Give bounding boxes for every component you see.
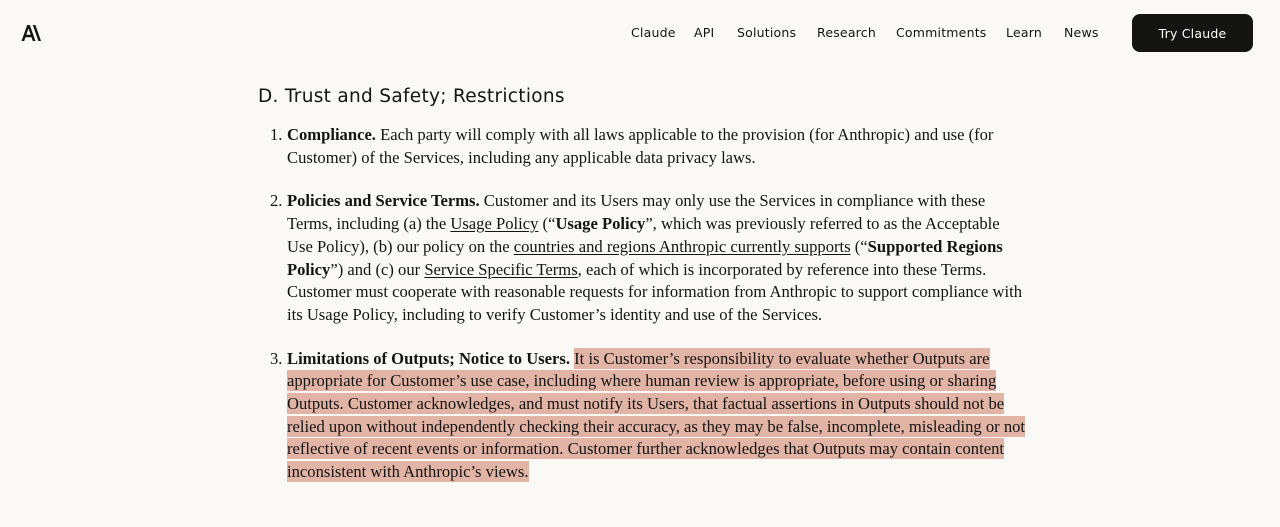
defined-term: Supported Regions Policy — [287, 236, 1003, 279]
item-body: Each party will comply with all laws applicable to the provision (for Anthropic) and use (for Customer) of the Services, including any applicable data privacy laws. — [287, 125, 994, 167]
list-item-number: 2. — [270, 191, 283, 211]
highlighted-text: It is Customer’s responsibility to evaluate whether Outputs are appropriate for Customer’s use case, including where human review is appropriate, before using or sharing Outputs. Customer acknowledges, and must notify its Users, that factual assertions in Outputs should not be relied upon without independently checking their accuracy, as they may be false, incomplete, misleading or not reflective of recent events or information. Customer further acknowledges that Outputs may contain content inconsistent with Anthropic’s views. — [287, 348, 1026, 482]
list-item-number: 3. — [270, 348, 283, 368]
try-claude-button[interactable]: Try Claude — [1132, 14, 1253, 52]
supported-regions-link[interactable]: countries and regions Anthropic currently supports — [513, 236, 851, 256]
defined-term: Usage Policy — [555, 214, 646, 234]
nav-link-research[interactable]: Research — [817, 25, 876, 40]
list-item-policies — [270, 190, 1027, 326]
item-heading: Compliance. — [287, 125, 376, 144]
main-nav — [0, 25, 1280, 43]
nav-link-api[interactable]: API — [694, 25, 715, 40]
nav-link-claude[interactable]: Claude — [631, 25, 676, 40]
item-text: (“ — [850, 236, 868, 256]
item-text: , each of which is incorporated by reference into these Terms. Customer must cooperate with reasonable requests for information from Anthropic to support compliance with its Usage Policy, including to verify Customer’s identity and use of the Services. — [287, 259, 1023, 324]
item-text: (“ — [538, 214, 556, 234]
nav-link-news[interactable]: News — [1064, 25, 1099, 40]
item-text: ”, which was previously referred to as the Acceptable Use Policy), (b) our policy on the — [287, 214, 1000, 256]
top-navigation — [0, 0, 1280, 66]
item-text: Customer and its Users may only use the Services in compliance with these Terms, including (a) the — [287, 191, 986, 234]
list-item-compliance — [270, 124, 1027, 169]
nav-link-solutions[interactable]: Solutions — [737, 25, 797, 40]
list-item-limitations — [270, 348, 1027, 484]
item-text: ”) and (c) our — [330, 259, 425, 279]
item-heading: Policies and Service Terms. — [287, 191, 480, 211]
section-title: D. Trust and Safety; Restrictions — [258, 86, 565, 107]
list-item-number: 1. — [270, 125, 283, 144]
usage-policy-link[interactable]: Usage Policy — [450, 214, 539, 234]
service-specific-terms-link[interactable]: Service Specific Terms — [424, 259, 578, 279]
item-heading: Limitations of Outputs; Notice to Users. — [287, 348, 570, 368]
nav-link-learn[interactable]: Learn — [1006, 25, 1042, 40]
nav-link-commitments[interactable]: Commitments — [896, 25, 987, 40]
terms-list — [270, 124, 1027, 505]
